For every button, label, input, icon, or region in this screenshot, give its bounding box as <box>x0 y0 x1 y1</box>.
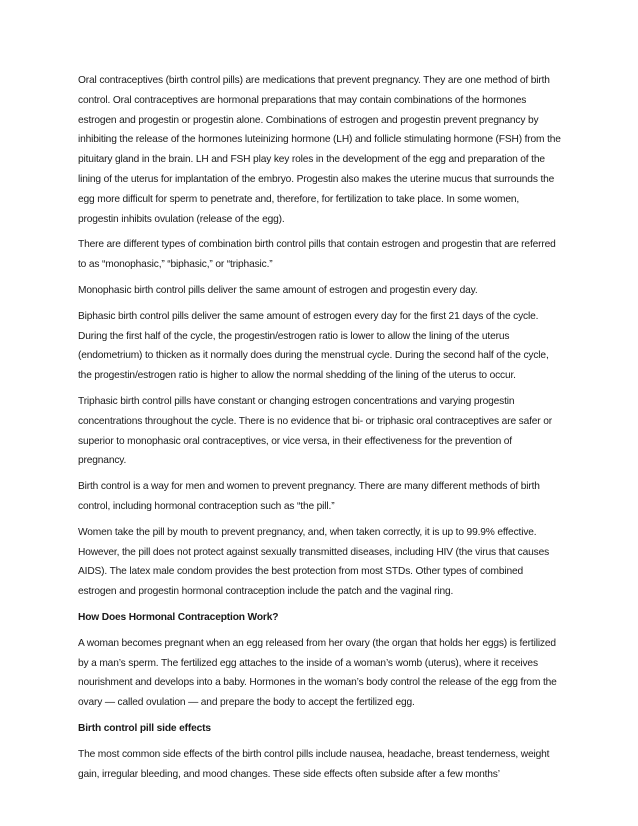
heading-how-it-works: How Does Hormonal Contraception Work? <box>78 611 279 623</box>
paragraph-combination-types: There are different types of combination birth control pills that contain estrogen and progestin that are referred to as “monophasic,” “biphasic,” or “triphasic.” <box>78 239 556 271</box>
paragraph-side-effects: The most common side effects of the birth control pills include nausea, headache, breast tenderness, weight gain, irregular bleeding, and mood changes. These side effects often subside after a few months’ <box>78 748 550 780</box>
paragraph-birth-control: Birth control is a way for men and women to prevent pregnancy. There are many different methods of birth control, including hormonal contraception such as “the pill.” <box>78 481 540 512</box>
paragraph-pregnancy: A woman becomes pregnant when an egg released from her ovary (the organ that holds her eggs) is fertilized by a man’s sperm. The fertilized egg attaches to the inside of a woman’s womb (uterus), where it receives nourishment and develops into a baby. Hormones in the woman’s body control the release of the egg from the ovary — called ovulation — and prepare the body to accept the fertilized egg. <box>78 637 557 709</box>
heading-side-effects: Birth control pill side effects <box>78 722 211 734</box>
paragraph-oral-contraceptives: Oral contraceptives (birth control pills) are medications that prevent pregnancy. They are one method of birth control. Oral contraceptives are hormonal preparations that may contain combinations of the hormones estrogen and progestin or progestin alone. Combinations of estrogen and progestin prevent pregnancy by inhibiting the release of the hormones luteinizing hormone (LH) and follicle stimulating hormone (FSH) from the pituitary gland in the brain. LH and FSH play key roles in the development of the egg and preparation of the lining of the uterus for implantation of the embryo. Progestin also makes the uterine mucus that surrounds the egg more difficult for sperm to penetrate and, therefore, for fertilization to take place. In some women, progestin inhibits ovulation (release of the egg). <box>78 75 561 225</box>
paragraph-monophasic: Monophasic birth control pills deliver the same amount of estrogen and progestin every day. <box>78 284 478 296</box>
paragraph-pill-effectiveness: Women take the pill by mouth to prevent pregnancy, and, when taken correctly, it is up to 99.9% effective. However, the pill does not protect against sexually transmitted diseases, including HIV (the virus that causes AIDS). The latex male condom provides the best protection from most STDs. Other types of combined estrogen and progestin hormonal contraception include the patch and the vaginal ring. <box>78 526 550 598</box>
paragraph-triphasic: Triphasic birth control pills have constant or changing estrogen concentrations and varying progestin concentrations throughout the cycle. There is no evidence that bi- or triphasic oral contraceptives are safer or superior to monophasic oral contraceptives, or vice versa, in their effectiveness for the prevention of pregnancy. <box>78 395 552 467</box>
paragraph-biphasic: Biphasic birth control pills deliver the same amount of estrogen every day for the first 21 days of the cycle. During the first half of the cycle, the progestin/estrogen ratio is lower to allow the lining of the uterus (endometrium) to thicken as it normally does during the menstrual cycle. During the second half of the cycle, the progestin/estrogen ratio is higher to allow the normal shedding of the lining of the uterus to occur. <box>78 310 549 382</box>
document-body <box>78 71 562 790</box>
